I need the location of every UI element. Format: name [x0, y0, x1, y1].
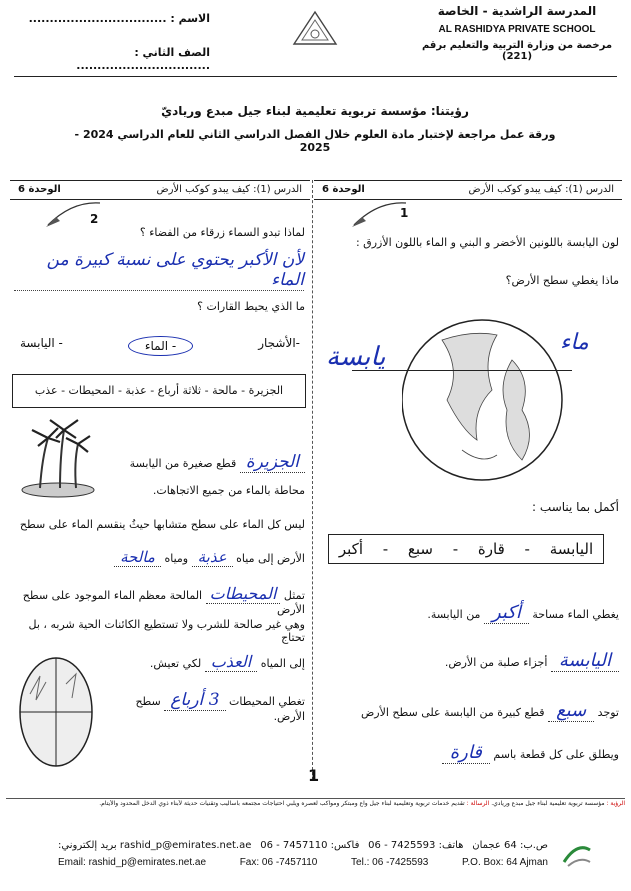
answer-blank[interactable]: عذبة [192, 548, 233, 567]
right-q2: ماذا يغطي سطح الأرض؟ [505, 274, 619, 287]
word-bank-item: سبع [407, 540, 433, 558]
grade-dots: ................................ [76, 59, 210, 72]
right-sentence-2: اليابسة أجزاء صلبة من الأرض. [329, 650, 619, 671]
left-q2: ما الذي يحيط القارات ؟ [197, 300, 305, 313]
right-word-bank: اليابسة - قارة - سبع - أكبر [328, 534, 604, 564]
choice-option[interactable]: -الأشجار [258, 336, 300, 350]
license-text: مرخصة من وزارة التربية والتعليم برقم (221) [421, 40, 613, 62]
footer-email-ar[interactable]: rashid_p@emirates.net.ae بريد إلكتروني: [58, 840, 252, 851]
right-lesson-title: الدرس (1): كيف يبدو كوكب الأرض [468, 184, 614, 195]
quarters-circle [16, 654, 96, 770]
answer-blank[interactable]: أكبر [484, 602, 529, 624]
left-sentence-4: تغطي المحيطات 3 أرباع سطح الأرض. [135, 690, 305, 723]
school-logo [292, 10, 338, 46]
left-sentence-3-line3: إلى المياه العذب لكي تعيش. [149, 652, 305, 671]
footer-vision-mission: الرؤية : مؤسسة تربوية تعليمية لبناء جيل مبدع وريادي. الرسالة : تقديم خدمات تربوية وتعليمية لبناء جيل واع ومبتكر ومواكب لعصره ويلبي احتياجات مجتمعه بأساليب وتقنيات حديثة لأبناء ذوي الدخل المحدود والأيتام. [99, 800, 625, 807]
right-unit-label: الوحدة 6 [322, 184, 365, 195]
answer-blank[interactable]: الجزيرة [240, 452, 305, 473]
name-field[interactable] [20, 12, 210, 25]
word-bank-item: أكبر [338, 540, 363, 558]
left-lesson-title: الدرس (1): كيف يبدو كوكب الأرض [156, 184, 302, 195]
footer-contacts-arabic [58, 840, 548, 851]
left-word-bank: الجزيرة - مالحة - ثلاثة أرباع - عذبة - المحيطات - عذب [12, 374, 306, 408]
footer-pobox-ar: ص.ب: 64 عجمان [472, 840, 548, 851]
word-bank-item: اليابسة [549, 540, 594, 558]
answer-blank[interactable]: اليابسة [551, 650, 619, 672]
left-sentence-2-line1: ليس كل الماء على سطح متشابها حيثُ ينقسم الماء على سطح [19, 518, 305, 531]
word-bank-item: قارة [477, 540, 505, 558]
footer-contacts-english [58, 857, 548, 868]
right-sentence-1: يغطي الماء مساحة أكبر من اليابسة. [427, 602, 619, 623]
school-name-arabic: المدرسة الراشدية - الخاصة [437, 4, 597, 18]
worksheet-title: ورقة عمل مراجعة لإختبار مادة العلوم خلال الفصل الدراسي الثاني للعام الدراسي 2024 - 2025 [74, 128, 556, 154]
left-sentence-1: الجزيرة قطع صغيرة من اليابسة [105, 452, 305, 472]
left-sentence-2-line2: الأرض إلى مياه عذبة ومياه مالحة [15, 548, 305, 566]
column-divider [312, 180, 313, 780]
footer-divider [6, 798, 625, 799]
left-q1-answer[interactable]: لأن الأكبر يحتوي على نسبة كبيرة من الماء [14, 250, 304, 291]
footer-pobox-en: P.O. Box: 64 Ajman [462, 857, 548, 868]
right-complete-label: أكمل بما يناسب : [532, 500, 619, 514]
page-number: 1 [308, 766, 320, 785]
left-q2-choices [20, 336, 300, 356]
answer-blank[interactable]: مالحة [114, 548, 161, 567]
left-sentence-3-line2: وهي غير صالحة للشرب ولا تستطيع الكائنات الحية شربه ، بل تحتاج [28, 618, 305, 644]
answer-blank[interactable]: المحيطات [206, 584, 281, 604]
right-sentence-4: ويطلق على كل قطعة باسم قارة [329, 742, 619, 763]
answer-blank[interactable]: سبع [548, 700, 594, 722]
answer-blank[interactable]: 3 أرباع [164, 690, 225, 711]
footer-fax-en: Fax: 06 -7457110 [239, 857, 318, 868]
footer-tel-ar: هاتف: 7425593 - 06 [368, 840, 464, 851]
name-dots: ................................. [28, 12, 167, 25]
answer-blank[interactable]: قارة [442, 742, 490, 764]
footer-tel-en: Tel.: 06 -7425593 [351, 857, 429, 868]
vision-line: رؤيتنا: مؤسسة تربوية تعليمية لبناء جيل مبدع ورياديّ [161, 104, 469, 118]
answer-blank[interactable]: العذب [205, 652, 258, 672]
left-sentence-3: تمثل المحيطات المالحة معظم الماء الموجود على سطح الأرض [22, 584, 305, 616]
right-page-number: 1 [400, 206, 409, 220]
footer-email-en[interactable]: Email: rashid_p@emirates.net.ae [58, 857, 207, 868]
globe-drawing [402, 290, 572, 500]
left-page-number: 2 [90, 212, 99, 226]
footer-logo [560, 838, 594, 872]
choice-option-selected[interactable]: - الماء [128, 336, 193, 356]
right-answer-land: يابسة [326, 342, 386, 372]
right-sentence-3: توجد سبع قطع كبيرة من اليابسة على سطح الأرض [360, 700, 619, 721]
left-sentence-1-line2: محاطة بالماء من جميع الاتجاهات. [152, 484, 305, 497]
footer-fax-ar: فاكس: 7457110 - 06 [260, 840, 360, 851]
right-answer-water: ماء [560, 330, 589, 355]
left-unit-label: الوحدة 6 [18, 184, 61, 195]
choice-option[interactable]: - اليابسة [20, 336, 63, 350]
name-label: الاسم : [170, 12, 210, 25]
right-q1: لون اليابسة باللونين الأخضر و البني و الماء باللون الأزرق : [355, 236, 619, 249]
island-drawing [18, 412, 98, 498]
grade-field[interactable] [20, 46, 210, 72]
grade-label: الصف الثاني : [134, 46, 210, 59]
left-q1: لماذا تبدو السماء زرقاء من الفضاء ؟ [139, 226, 305, 239]
school-name-english: AL RASHIDYA PRIVATE SCHOOL [438, 24, 596, 35]
header-divider [14, 76, 617, 77]
